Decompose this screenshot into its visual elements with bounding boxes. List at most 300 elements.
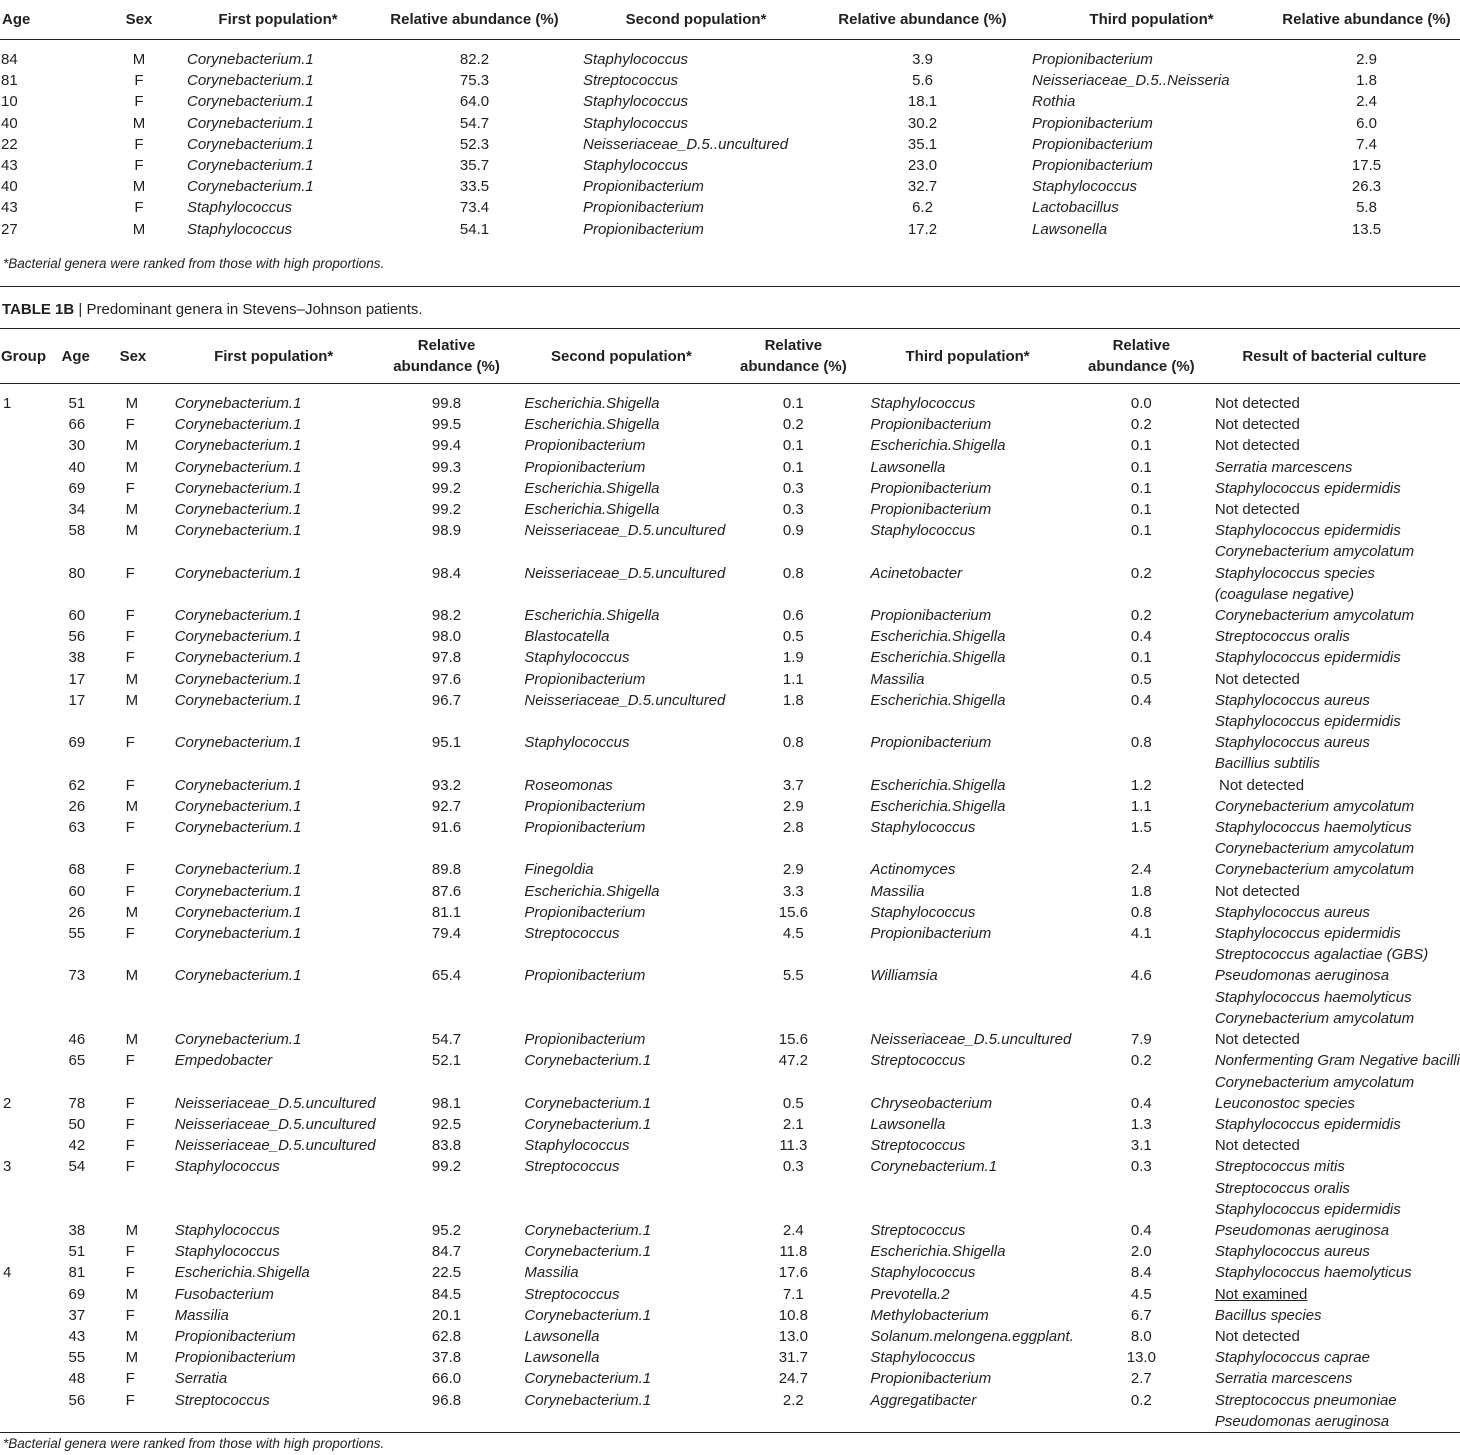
group-cell <box>0 1135 60 1156</box>
sex-cell: F <box>134 157 144 175</box>
third-population-cell: Escherichia.Shigella <box>870 1243 1006 1261</box>
third-population-cell: Williamsia <box>870 967 938 985</box>
sex-cell: F <box>125 734 135 752</box>
age-cell: 51 <box>68 395 86 412</box>
first-population-cell: Corynebacterium.1 <box>187 135 314 153</box>
culture-result-cell <box>1209 435 1460 456</box>
third-population-cell: Staphylococcus <box>870 903 976 921</box>
second-population-cell: Escherichia.Shigella <box>524 416 660 434</box>
table-1a <box>0 0 1460 240</box>
abundance-cell: 1.8 <box>1356 72 1377 90</box>
culture-result-cell <box>1209 1241 1460 1262</box>
culture-line: Pseudomonas aeruginosa <box>1214 1412 1390 1430</box>
third-population-cell: Staphylococcus <box>870 1349 976 1367</box>
culture-line: Staphylococcus haemolyticus <box>1214 1264 1412 1282</box>
culture-line: Nonfermenting Gram Negative bacilli <box>1214 1052 1460 1070</box>
table-row <box>0 134 1460 155</box>
group-cell <box>0 1368 60 1389</box>
abundance-cell: 0.4 <box>1130 628 1152 646</box>
first-population-cell: Corynebacterium.1 <box>174 1031 302 1049</box>
group-cell <box>0 775 60 796</box>
table-row <box>0 1305 1460 1326</box>
culture-line: Streptococcus mitis <box>1214 1158 1345 1176</box>
abundance-cell: 0.3 <box>782 1158 804 1176</box>
table-row <box>0 435 1460 456</box>
abundance-cell: 99.2 <box>431 1158 462 1176</box>
culture-result-cell <box>1209 1220 1460 1241</box>
abundance-cell: 1.8 <box>1130 882 1152 900</box>
abundance-cell: 1.2 <box>1130 776 1152 794</box>
abundance-cell: 0.8 <box>782 564 804 582</box>
first-population-cell: Corynebacterium.1 <box>174 797 302 815</box>
third-population-cell: Escherichia.Shigella <box>870 797 1006 815</box>
abundance-cell: 0.0 <box>1130 395 1152 412</box>
culture-line: Staphylococcus haemolyticus <box>1214 988 1412 1006</box>
second-population-cell: Escherichia.Shigella <box>524 479 660 497</box>
table-row <box>0 1135 1460 1156</box>
age-cell: 54 <box>68 1158 86 1176</box>
sex-cell: F <box>125 882 135 900</box>
first-population-cell: Streptococcus <box>172 1390 376 1433</box>
header-line: abundance (%) <box>393 358 500 375</box>
abundance-cell: 3.9 <box>912 51 933 68</box>
abundance-cell: 26.3 <box>1351 178 1382 196</box>
third-population-cell: Staphylococcus <box>870 522 976 540</box>
culture-result-cell <box>1209 902 1460 923</box>
third-population-cell: Staphylococcus <box>870 1264 976 1282</box>
third-population-cell: Massilia <box>870 882 925 900</box>
culture-line: Pseudomonas aeruginosa <box>1214 967 1390 985</box>
table-row <box>0 859 1460 880</box>
group-cell <box>0 1326 60 1347</box>
table-row <box>0 457 1460 478</box>
group-cell: 4 <box>3 1264 12 1282</box>
first-population-cell: Corynebacterium.1 <box>187 157 314 175</box>
first-population-cell: Propionibacterium <box>174 1349 296 1367</box>
group-cell: 2 <box>3 1094 12 1112</box>
third-population-cell: Propionibacterium <box>870 607 992 625</box>
sex-cell: F <box>125 1137 135 1155</box>
abundance-cell: 99.2 <box>431 501 462 519</box>
sex-cell: F <box>125 607 135 625</box>
first-population-cell: Corynebacterium.1 <box>174 395 302 412</box>
group-cell <box>0 478 60 499</box>
abundance-cell: 8.0 <box>1130 1327 1152 1345</box>
sex-cell: M <box>125 797 139 815</box>
second-population-cell: Staphylococcus <box>583 114 689 132</box>
abundance-cell: 35.1 <box>907 135 938 153</box>
abundance-cell: 30.2 <box>907 114 938 132</box>
abundance-cell: 0.3 <box>782 479 804 497</box>
abundance-cell: 4.5 <box>1130 1285 1152 1303</box>
second-population-cell: Corynebacterium.1 <box>517 1390 725 1433</box>
abundance-cell: 81.1 <box>431 903 462 921</box>
age-cell: 38 <box>68 649 86 667</box>
culture-line: Corynebacterium amycolatum <box>1214 1009 1415 1027</box>
abundance-cell: 65.4 <box>431 967 462 985</box>
second-population-cell: Corynebacterium.1 <box>524 1306 652 1324</box>
abundance-cell: 98.1 <box>431 1094 462 1112</box>
culture-result-cell <box>1209 605 1460 626</box>
sex-cell: M <box>125 458 139 476</box>
abundance-cell: 15.6 <box>778 903 808 921</box>
abundance-cell: 6.2 <box>912 199 933 217</box>
table-row <box>0 520 1460 562</box>
second-population-cell: Propionibacterium <box>524 967 646 985</box>
second-population-cell: Streptococcus <box>524 1285 620 1303</box>
abundance-cell: 11.3 <box>779 1137 808 1155</box>
group-cell <box>0 1390 60 1433</box>
age-cell: 80 <box>68 564 86 582</box>
third-population-cell: Lawsonella <box>1032 220 1108 238</box>
first-population-cell: Corynebacterium.1 <box>174 607 302 625</box>
abundance-cell: 98.2 <box>431 607 462 625</box>
culture-line: Not detected <box>1214 416 1300 434</box>
sex-cell: F <box>125 1306 135 1324</box>
abundance-cell: 3.1 <box>1130 1137 1152 1155</box>
sex-cell: F <box>134 199 144 217</box>
second-population-cell: Streptococcus <box>583 72 679 90</box>
table-1a-footnote: *Bacterial genera were ranked from those with high proportions. <box>3 256 385 271</box>
abundance-cell: 54.7 <box>459 114 490 132</box>
group-cell <box>0 414 60 435</box>
abundance-cell: 89.8 <box>431 861 462 879</box>
abundance-cell: 7.4 <box>1356 135 1377 153</box>
sex-cell: M <box>132 51 146 68</box>
culture-result-cell <box>1209 817 1460 859</box>
table-row <box>0 669 1460 690</box>
abundance-cell: 17.5 <box>1351 157 1382 175</box>
first-population-cell: Corynebacterium.1 <box>174 776 302 794</box>
abundance-cell: 0.5 <box>782 1094 804 1112</box>
first-population-cell: Corynebacterium.1 <box>174 458 302 476</box>
culture-result-cell <box>1209 520 1460 562</box>
group-cell <box>0 457 60 478</box>
header-age: Age <box>0 0 94 40</box>
third-population-cell: Propionibacterium <box>1032 157 1153 175</box>
abundance-cell: 2.9 <box>782 797 804 815</box>
culture-line: Serratia marcescens <box>1214 1370 1353 1388</box>
table-row <box>0 91 1460 112</box>
table-1b-footnote: *Bacterial genera were ranked from those with high proportions. <box>3 1436 385 1451</box>
culture-line: Not detected <box>1214 882 1300 900</box>
table-1b <box>0 328 1460 1433</box>
second-population-cell: Escherichia.Shigella <box>524 882 660 900</box>
third-population-cell: Rothia <box>1032 93 1076 111</box>
abundance-cell: 17.6 <box>778 1264 808 1282</box>
age-cell: 43 <box>1 157 18 175</box>
abundance-cell: 2.8 <box>782 819 804 837</box>
table-row <box>0 1390 1460 1433</box>
group-cell <box>0 1305 60 1326</box>
abundance-cell: 7.9 <box>1130 1031 1152 1049</box>
age-cell: 43 <box>1 199 18 217</box>
abundance-cell: 62.8 <box>431 1327 462 1345</box>
third-population-cell: Lactobacillus <box>1032 199 1119 217</box>
abundance-cell: 84.7 <box>431 1243 462 1261</box>
age-cell: 60 <box>68 882 86 900</box>
table-row <box>0 384 1460 415</box>
third-population-cell: Chryseobacterium <box>870 1094 993 1112</box>
culture-result-cell <box>1209 499 1460 520</box>
first-population-cell: Corynebacterium.1 <box>187 72 314 90</box>
second-population-cell: Staphylococcus <box>583 93 689 111</box>
second-population-cell: Corynebacterium.1 <box>524 1115 652 1133</box>
group-cell <box>0 605 60 626</box>
first-population-cell: Empedobacter <box>174 1052 273 1070</box>
age-cell: 55 <box>68 1349 86 1367</box>
caption-separator: | <box>78 301 83 318</box>
header-second-population: Second population* <box>577 0 815 40</box>
age-cell: 30 <box>68 437 86 455</box>
abundance-cell: 2.2 <box>725 1390 861 1433</box>
abundance-cell: 1.3 <box>1130 1115 1152 1133</box>
first-population-cell: Corynebacterium.1 <box>174 819 302 837</box>
table-row <box>0 732 1460 774</box>
first-population-cell: Staphylococcus <box>174 1243 280 1261</box>
sex-cell: F <box>125 925 135 943</box>
group-cell: 3 <box>3 1158 12 1176</box>
abundance-cell: 2.4 <box>1356 93 1377 111</box>
group-cell <box>0 690 60 732</box>
culture-result-cell <box>1209 1114 1460 1135</box>
sex-cell: F <box>125 776 135 794</box>
abundance-cell: 0.3 <box>1130 1158 1152 1176</box>
abundance-cell: 66.0 <box>431 1370 462 1388</box>
abundance-cell: 4.1 <box>1130 925 1152 943</box>
abundance-cell: 99.8 <box>431 395 462 412</box>
abundance-cell: 13.0 <box>778 1327 808 1345</box>
first-population-cell: Staphylococcus <box>187 199 293 217</box>
abundance-cell: 0.2 <box>1130 607 1152 625</box>
header-line: abundance (%) <box>740 358 847 375</box>
abundance-cell: 0.1 <box>782 458 804 476</box>
abundance-cell: 0.4 <box>1130 1094 1152 1112</box>
age-cell: 78 <box>68 1094 86 1112</box>
caption-label: TABLE 1B <box>2 301 75 318</box>
sex-cell: F <box>125 628 135 646</box>
culture-result-cell <box>1209 414 1460 435</box>
header-line: Relative <box>1112 337 1171 354</box>
third-population-cell: Escherichia.Shigella <box>870 776 1006 794</box>
abundance-cell: 0.3 <box>782 501 804 519</box>
sex-cell: M <box>125 903 139 921</box>
table-row <box>0 176 1460 197</box>
second-population-cell: Propionibacterium <box>524 670 646 688</box>
second-population-cell: Staphylococcus <box>524 649 630 667</box>
header-first-population: First population* <box>172 329 376 384</box>
culture-line: Leuconostoc species <box>1214 1094 1355 1112</box>
first-population-cell: Corynebacterium.1 <box>174 522 302 540</box>
third-population-cell: Propionibacterium <box>870 479 992 497</box>
second-population-cell: Blastocatella <box>524 628 610 646</box>
abundance-cell: 17.2 <box>907 220 938 238</box>
second-population-cell: Finegoldia <box>524 861 594 879</box>
abundance-cell: 0.6 <box>782 607 804 625</box>
header-relative-abundance-3 <box>1074 329 1209 384</box>
abundance-cell: 75.3 <box>459 72 490 90</box>
sex-cell: F <box>125 649 135 667</box>
first-population-cell: Corynebacterium.1 <box>174 628 302 646</box>
culture-line: Not detected <box>1214 437 1300 455</box>
third-population-cell: Staphylococcus <box>1032 178 1138 196</box>
sex-cell: M <box>125 395 139 412</box>
first-population-cell: Serratia <box>174 1370 228 1388</box>
abundance-cell: 2.7 <box>1130 1370 1152 1388</box>
sex-cell: F <box>125 1264 135 1282</box>
culture-result-cell <box>1209 1050 1460 1092</box>
table-row <box>0 1284 1460 1305</box>
second-population-cell: Neisseriaceae_D.5.uncultured <box>524 691 726 709</box>
third-population-cell: Propionibacterium <box>870 501 992 519</box>
abundance-cell: 13.0 <box>1126 1349 1156 1367</box>
culture-line: Corynebacterium amycolatum <box>1214 797 1415 815</box>
culture-line: Staphylococcus haemolyticus <box>1214 819 1412 837</box>
culture-result-cell <box>1209 669 1460 690</box>
culture-result-cell <box>1209 1326 1460 1347</box>
header-second-population: Second population* <box>517 329 725 384</box>
culture-result-cell <box>1209 690 1460 732</box>
sex-cell: M <box>132 114 146 132</box>
table-row <box>0 1029 1460 1050</box>
header-group: Group <box>0 329 60 384</box>
culture-line: Staphylococcus epidermidis <box>1214 522 1401 540</box>
group-cell <box>0 669 60 690</box>
sex-cell: M <box>132 220 146 238</box>
abundance-cell: 96.7 <box>431 691 462 709</box>
table-row <box>0 197 1460 218</box>
third-population-cell: Propionibacterium <box>870 734 992 752</box>
abundance-cell: 98.4 <box>431 564 462 582</box>
age-cell: 58 <box>68 522 86 540</box>
abundance-cell: 1.8 <box>782 691 804 709</box>
abundance-cell: 64.0 <box>459 93 490 111</box>
culture-line: Staphylococcus caprae <box>1214 1349 1370 1367</box>
third-population-cell: Prevotella.2 <box>870 1285 950 1303</box>
culture-result-cell <box>1209 1029 1460 1050</box>
table-row <box>0 923 1460 965</box>
abundance-cell: 83.8 <box>431 1137 462 1155</box>
abundance-cell: 33.5 <box>459 178 490 196</box>
culture-result-cell <box>1209 775 1460 796</box>
culture-line: Corynebacterium amycolatum <box>1214 1073 1415 1091</box>
abundance-cell: 1.1 <box>1130 797 1152 815</box>
abundance-cell: 5.6 <box>912 72 933 90</box>
sex-cell: M <box>125 501 139 519</box>
header-line: Relative <box>417 337 476 354</box>
age-cell: 42 <box>68 1137 86 1155</box>
first-population-cell: Corynebacterium.1 <box>187 51 314 68</box>
abundance-cell: 20.1 <box>431 1306 462 1324</box>
abundance-cell: 0.1 <box>1130 522 1152 540</box>
sex-cell: M <box>125 1285 139 1303</box>
culture-line: Streptococcus oralis <box>1214 628 1350 646</box>
abundance-cell: 6.0 <box>1356 114 1377 132</box>
first-population-cell: Neisseriaceae_D.5.uncultured <box>174 1137 376 1155</box>
age-cell: 46 <box>68 1031 86 1049</box>
group-cell <box>0 923 60 965</box>
abundance-cell: 31.7 <box>778 1349 808 1367</box>
abundance-cell: 15.6 <box>778 1031 808 1049</box>
sex-cell: F <box>125 1243 135 1261</box>
abundance-cell: 11.8 <box>779 1243 808 1261</box>
culture-line: Staphylococcus aureus <box>1214 903 1370 921</box>
culture-result-cell <box>1209 384 1460 415</box>
age-cell: 43 <box>68 1327 86 1345</box>
abundance-cell: 2.4 <box>782 1221 804 1239</box>
culture-result-cell <box>1209 1156 1460 1220</box>
culture-result-cell <box>1209 1368 1460 1389</box>
abundance-cell: 54.7 <box>431 1031 462 1049</box>
table-row <box>0 796 1460 817</box>
abundance-cell: 54.1 <box>459 220 490 238</box>
abundance-cell: 0.8 <box>1130 903 1152 921</box>
abundance-cell: 92.7 <box>431 797 462 815</box>
first-population-cell: Corynebacterium.1 <box>174 479 302 497</box>
abundance-cell: 95.1 <box>431 734 462 752</box>
age-cell: 69 <box>68 1285 86 1303</box>
table-row <box>0 1220 1460 1241</box>
header-line: abundance (%) <box>1087 358 1195 375</box>
age-cell: 65 <box>68 1052 86 1070</box>
abundance-cell: 24.7 <box>778 1370 808 1388</box>
first-population-cell: Corynebacterium.1 <box>187 178 314 196</box>
group-cell <box>0 499 60 520</box>
second-population-cell: Propionibacterium <box>583 178 704 196</box>
sex-cell: F <box>125 1370 135 1388</box>
second-population-cell: Corynebacterium.1 <box>524 1221 652 1239</box>
culture-line: Streptococcus oralis <box>1214 1179 1350 1197</box>
abundance-cell: 0.1 <box>1130 437 1152 455</box>
first-population-cell: Corynebacterium.1 <box>174 734 302 752</box>
group-cell <box>0 965 60 1029</box>
culture-line: Staphylococcus epidermidis <box>1214 713 1401 731</box>
first-population-cell: Corynebacterium.1 <box>187 114 314 132</box>
age-cell: 60 <box>68 607 86 625</box>
header-relative-abundance-3: Relative abundance (%) <box>1273 0 1460 40</box>
age-cell: 17 <box>68 670 86 688</box>
sex-cell: F <box>117 1390 172 1433</box>
age-cell: 51 <box>68 1243 86 1261</box>
age-cell: 40 <box>1 178 18 196</box>
second-population-cell: Escherichia.Shigella <box>524 395 660 412</box>
table-row <box>0 647 1460 668</box>
abundance-cell: 98.0 <box>431 628 462 646</box>
second-population-cell: Corynebacterium.1 <box>524 1094 652 1112</box>
table-row <box>0 1241 1460 1262</box>
second-population-cell: Propionibacterium <box>524 458 646 476</box>
culture-result-cell <box>1209 1093 1460 1114</box>
age-cell: 34 <box>68 501 86 519</box>
age-cell: 26 <box>68 903 86 921</box>
sex-cell: F <box>125 564 135 582</box>
culture-result-cell <box>1209 923 1460 965</box>
header-sex: Sex <box>94 0 184 40</box>
culture-line: (coagulase negative) <box>1214 585 1355 603</box>
abundance-cell: 0.5 <box>782 628 804 646</box>
abundance-cell: 35.7 <box>459 157 490 175</box>
abundance-cell: 1.5 <box>1130 819 1152 837</box>
age-cell: 69 <box>68 734 86 752</box>
group-cell <box>0 435 60 456</box>
second-population-cell: Escherichia.Shigella <box>524 607 660 625</box>
culture-line: Staphylococcus aureus <box>1214 734 1370 752</box>
group-cell <box>0 1220 60 1241</box>
third-population-cell: Escherichia.Shigella <box>870 649 1006 667</box>
first-population-cell: Corynebacterium.1 <box>174 670 302 688</box>
sex-cell: F <box>125 861 135 879</box>
first-population-cell: Massilia <box>174 1306 229 1324</box>
